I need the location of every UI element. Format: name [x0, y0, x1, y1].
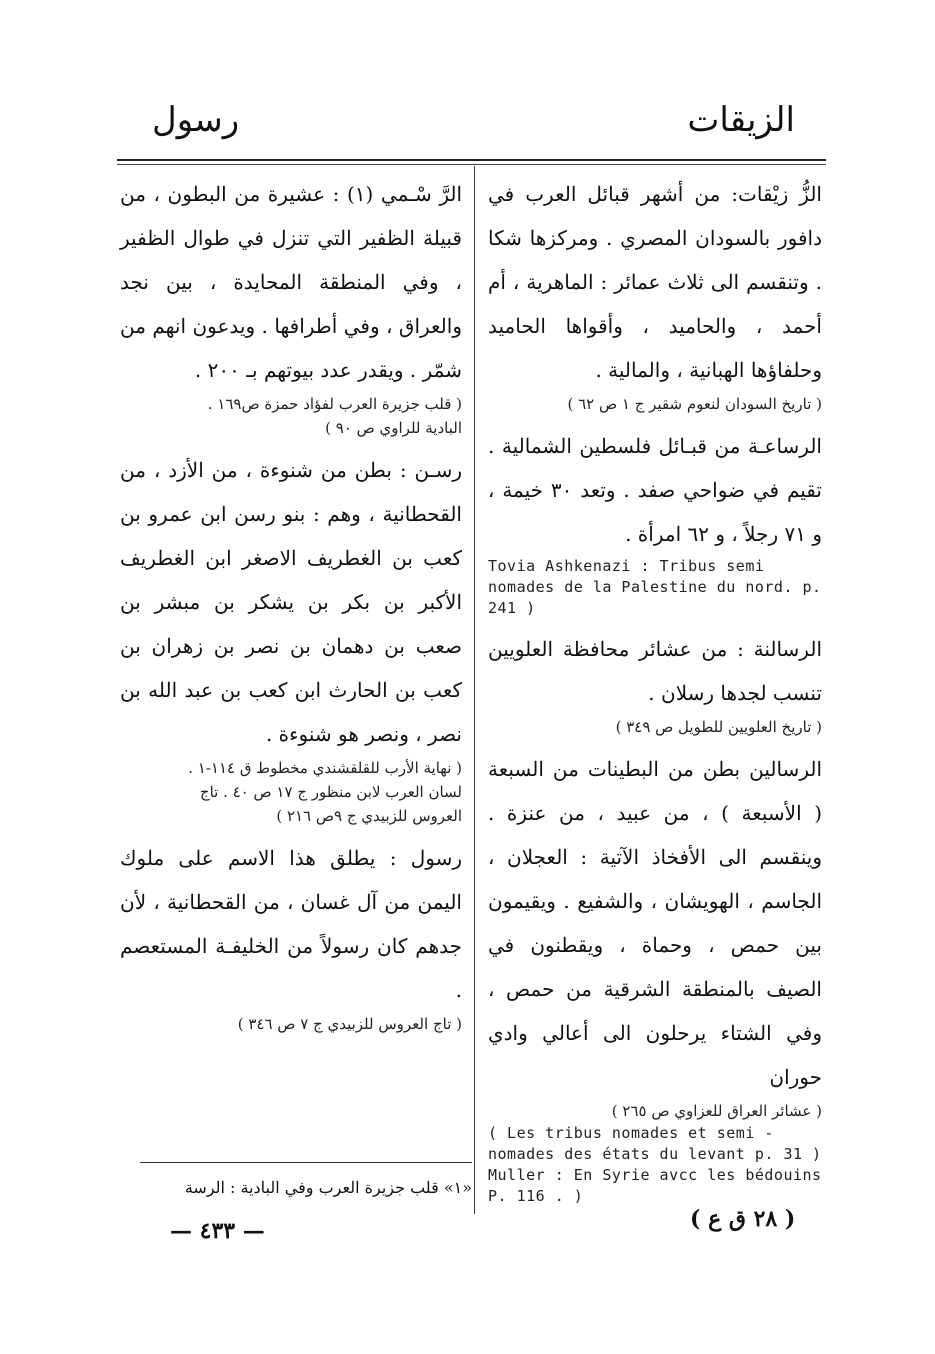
entry-reference: البادية للراوي ص ٩٠ ) — [325, 419, 462, 437]
dictionary-entry — [120, 172, 462, 440]
entry-reference: ( عشائر العراق للعزاوي ص ٢٦٥ ) — [611, 1102, 822, 1120]
entry-reference: ( قلب جزيرة العرب لفؤاد حمزة ص١٦٩ . — [207, 395, 462, 413]
entry-text: الرسالنة : من عشائر محافظة العلويين تنسب لجدها رسلان . — [488, 637, 822, 705]
dictionary-entry — [120, 836, 462, 1036]
entry-reference: العروس للزبيدي ج ٩ص ٢١٦ ) — [276, 807, 462, 825]
dictionary-entry — [488, 172, 822, 416]
entry-text: الرسالين بطن من البطينات من السبعة ( الأسبعة ) ، من عبيد ، من عنزة . وينقسم الى الأفخاذ الآتية : العجلان ، الجاسم ، الهويشان ، والشفيع . ويقيمون بين حمص ، وحماة ، ويقطنون في الصيف بالمنطقة الشرقية من حمص ، وفي الشتاء يرحلون الى أعالي وادي حوران — [488, 757, 822, 1089]
page-number: — ٤٣٣ — — [170, 1218, 265, 1244]
footnote-rule — [140, 1162, 472, 1163]
footnote: «١» قلب جزيرة العرب وفي البادية : الرسة — [184, 1178, 472, 1197]
running-header-right: الزيقات — [687, 100, 795, 140]
dictionary-entry — [488, 747, 822, 1207]
running-header-left: رسول — [152, 100, 240, 140]
header-rule — [117, 159, 826, 161]
entry-reference-latin: ( Les tribus nomades et semi - nomades des états du levant p. 31 ) — [488, 1124, 822, 1163]
dictionary-entry — [120, 448, 462, 828]
entry-text: الرَّ سْـمي (١) : عشيرة من البطون ، من قبيلة الظفير التي تنزل في طوال الظفير ، وفي المنطقة المحايدة ، بين نجد والعراق ، وفي أطرافها . ويدعون انهم من شمّر . ويقدر عدد بيوتهم بـ ٢٠٠ . — [120, 182, 463, 382]
header-rule-secondary — [117, 164, 826, 165]
entry-reference: ( تاريخ السودان لنعوم شقير ج ١ ص ٦٢ ) — [567, 395, 822, 413]
entry-text: الرساعـة من قبـائل فلسطين الشمالية . تقيم في ضواحي صفد . وتعد ٣٠ خيمة ، و ٧١ رجلاً ، و ٦٢ امرأة . — [488, 434, 822, 546]
signature-mark: ( ٢٨ ق ع ) — [690, 1206, 796, 1232]
right-column — [488, 172, 822, 1215]
left-column — [120, 172, 462, 1044]
dictionary-entry — [488, 627, 822, 739]
entry-text: رسـن : بطن من شنوءة ، من الأزد ، من القحطانية ، وهم : بنو رسن ابن عمرو بن كعب بن الغطريف الاصغر ابن الغطريف الأكبر بن بكر بن يشكر بن مبشر بن صعب بن دهمان بن نصر بن زهران بن كعب بن الحارث ابن كعب بن عبد الله بن نصر ، ونصر هو شنوءة . — [120, 458, 462, 746]
entry-text: الزُّ زيْقات: من أشهر قبائل العرب في دافور بالسودان المصري . ومركزها شكا . وتنقسم الى ثلاث عمائر : الماهرية ، أم أحمد ، والحاميد ، وأقواها الحاميد وحلفاؤها الهبانية ، والمالية . — [488, 182, 822, 382]
entry-reference: ( تاريخ العلويين للطويل ص ٣٤٩ ) — [615, 718, 822, 736]
entry-reference: ( تاج العروس للزبيدي ج ٧ ص ٣٤٦ ) — [237, 1015, 462, 1033]
entry-reference-latin: Tovia Ashkenazi : Tribus semi nomades de la Palestine du nord. p. 241 ) — [488, 557, 822, 617]
entry-reference-latin: Muller : En Syrie avcc les bédouins P. 116 . ) — [488, 1166, 822, 1205]
entry-reference: لسان العرب لابن منظور ج ١٧ ص ٤٠ . تاج — [199, 783, 462, 801]
column-divider — [474, 166, 475, 1214]
dictionary-entry — [488, 424, 822, 619]
entry-text: رسول : يطلق هذا الاسم على ملوك اليمن من آل غسان ، من القحطانية ، لأن جدهم كان رسولاً من الخليفـة المستعصم . — [120, 846, 462, 1002]
entry-reference: ( نهاية الأرب للقلقشندي مخطوط ق ١١٤-١ . — [188, 759, 462, 777]
